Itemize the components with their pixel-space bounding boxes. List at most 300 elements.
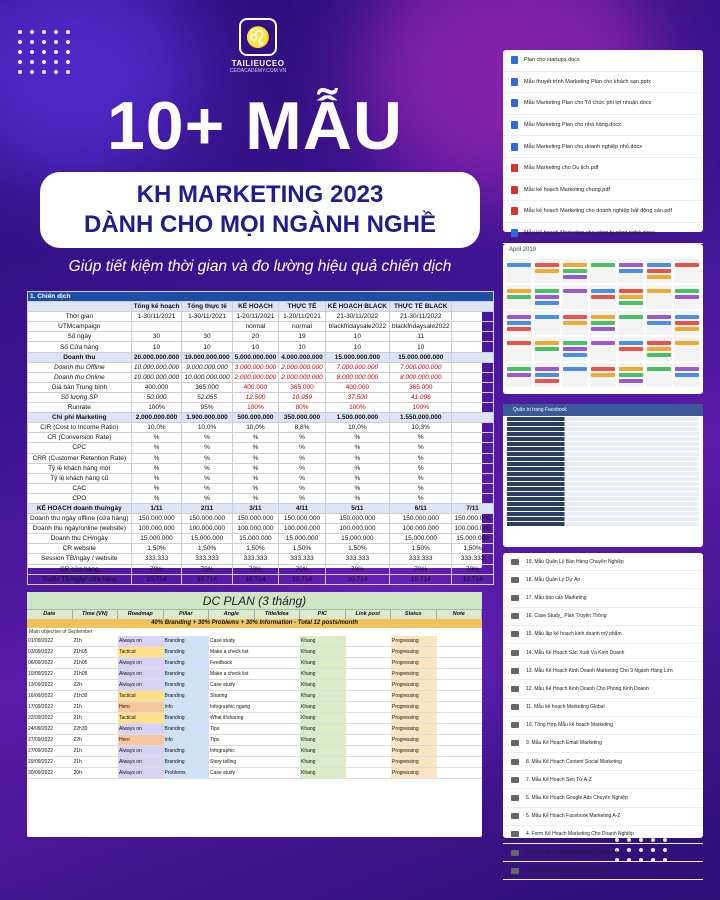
table-cell: % [279,483,326,493]
plan-column-header: Angle [209,610,255,619]
plan-cell: Hero [118,702,164,712]
calendar-event [563,315,587,319]
plan-cell: Khang [300,746,346,756]
table-cell: CR website [28,544,132,554]
plan-cell: Case study [210,682,236,688]
folder-icon [511,795,519,801]
plan-cell: Khang [300,669,346,679]
table-cell: 4/11 [279,503,326,513]
facebook-row [507,507,699,511]
table-cell: 400.000 [325,382,389,392]
file-item[interactable] [503,136,703,158]
folder-item[interactable] [503,753,703,771]
folder-item[interactable] [503,608,703,626]
plan-cell [346,724,392,734]
plan-cell: Khang [300,647,346,657]
table-cell: % [182,483,232,493]
folder-item[interactable] [503,699,703,717]
table-cell: % [131,473,182,483]
table-cell: 10 [325,332,389,342]
folder-name: 8. Mẫu Kế Hoạch Content Social Marketing [526,758,622,765]
file-name: Mẫu kế hoạch Marketing cho doanh nghiệp bất động sản.pdf [524,208,672,215]
plan-cell [346,691,392,701]
calendar-event [507,263,531,267]
calendar-event [591,373,615,377]
plan-row [27,647,482,658]
plan-cell [255,669,301,679]
folder-icon [511,831,519,837]
plan-cell: 22h [73,682,82,688]
calendar-event [647,315,671,319]
table-cell [452,493,493,503]
facebook-row [507,467,699,471]
folder-item[interactable] [503,589,703,607]
plan-cell [437,713,483,723]
plan-cell: Story telling [210,759,237,765]
plan-row [27,680,482,691]
plan-cell: Feedback [210,660,232,666]
plan-cell [437,669,483,679]
calendar-event [647,367,671,371]
plan-cell [255,757,301,767]
table-cell: KẾ HOẠCH doanh thu/ngày [28,503,132,513]
plan-cell: Sharing [210,693,228,699]
table-cell: % [182,493,232,503]
folder-item[interactable] [503,680,703,698]
plan-cell: Khang [300,680,346,690]
campaign-sheet [27,291,491,583]
table-cell: Số Cửa hàng [28,342,132,352]
calendar-event [563,321,587,325]
folder-item[interactable] [503,844,703,862]
plan-cell [437,702,483,712]
table-cell: % [390,453,452,463]
folder-icon [511,559,519,565]
table-cell: CPO [28,493,132,503]
table-cell: 2.000.000.000 [131,413,182,423]
table-cell: % [279,453,326,463]
facebook-row [507,427,699,431]
file-item[interactable] [503,180,703,202]
plan-cell: 10/09/2022 [28,671,54,677]
table-cell [452,413,493,423]
table-cell: 150.000.000 [452,514,493,524]
table-cell: 100% [131,403,182,413]
table-cell: 20 [232,332,279,342]
plan-cell [437,757,483,767]
facebook-row [507,497,699,501]
column-header: Tổng thực tế [182,302,232,312]
plan-cell: Branding [164,757,210,767]
table-cell: Doanh thu [28,352,132,362]
table-cell: 10.000.000.000 [131,372,182,382]
plan-cell: 01/09/2022 [28,638,54,644]
file-item[interactable] [503,115,703,137]
hero-tagline: Giúp tiết kiệm thời gian và đo lường hiệu quả chiến dịch [68,258,452,275]
folder-icon [511,868,519,874]
table-cell: 70% [131,564,182,574]
calendar-day [618,363,644,387]
table-cell: 100% [232,403,279,413]
folder-icon [511,813,519,819]
table-cell: 150.000.000 [390,514,452,524]
calendar-day [618,337,644,361]
plan-cell [437,735,483,745]
plan-cell: Always on [118,746,164,756]
calendar-event [563,275,587,279]
facebook-row [507,442,699,446]
plan-column-header: Note [437,610,483,619]
plan-cell: Khang [300,691,346,701]
table-cell: 10,3% [390,423,452,433]
table-cell: 400.000 [232,382,279,392]
file-item[interactable] [503,72,703,94]
folder-item[interactable] [503,771,703,789]
table-cell: Chi phí Marketing [28,413,132,423]
plan-cell: 21h [73,704,82,710]
folder-name: 2. Mẫu Kế Hoạch Marketing Đa Kênh [526,867,609,874]
table-cell: 3/11 [232,503,279,513]
table-row [28,443,494,453]
calendar-day [506,363,532,387]
table-cell [452,322,493,332]
table-cell: CAC [28,483,132,493]
word-file-icon [511,229,518,237]
calendar-event [591,263,615,267]
table-cell: 1,50% [232,544,279,554]
table-cell: 1-30/11/2021 [182,312,232,322]
folder-icon [511,777,519,783]
decor-dots [18,30,72,74]
facebook-row [507,477,699,481]
table-cell: % [182,453,232,463]
table-cell: 10.714 [182,574,232,584]
folder-item[interactable] [503,644,703,662]
folder-item[interactable] [503,662,703,680]
file-list-card [503,50,703,237]
folder-list-card [503,553,703,874]
plan-row [27,757,482,768]
folder-item[interactable] [503,826,703,844]
table-cell: % [325,433,389,443]
table-cell: 1.500.000.000 [325,413,389,423]
table-row [28,453,494,463]
table-row [28,514,494,524]
file-name: Mẫu kế hoạch Marketing cho công ty công nghệ.docx [524,230,655,237]
calendar-day [506,311,532,335]
table-cell: 2.000.000.000 [232,372,279,382]
calendar-event [647,269,671,273]
calendar-event [647,263,671,267]
table-cell [452,312,493,322]
calendar-day [618,311,644,335]
table-cell: Tỷ lệ khách hàng mới [28,463,132,473]
plan-cell: Progressing [391,680,437,690]
table-cell: % [390,443,452,453]
plan-cell: Always on [118,680,164,690]
plan-cell: Branding [164,647,210,657]
folder-item[interactable] [503,571,703,589]
table-cell: % [131,453,182,463]
calendar-day [562,311,588,335]
calendar-event [563,353,587,357]
folder-name: 4. Form Kế Hoạch Marketing Cho Doanh Nghiệp [526,831,634,838]
table-cell: 150.000.000 [279,514,326,524]
calendar-day [562,337,588,361]
folder-name: 3. Mẫu Lập Kế Hoạch Marketing Theo Năm [526,849,623,856]
table-row [28,352,494,362]
plan-column-header: Title/Idea [255,610,301,619]
table-cell: 10,0% [131,423,182,433]
folder-item[interactable] [503,553,703,571]
calendar-day [590,285,616,309]
plan-cell: Make a check list [210,649,249,655]
folder-name: 9. Mẫu Kế Hoạch Email Marketing [526,740,602,747]
file-item[interactable] [503,158,703,180]
table-cell: % [390,473,452,483]
table-cell: % [131,493,182,503]
table-row [28,564,494,574]
plan-column-header: Link post [346,610,392,619]
plan-cell: Tips [210,726,220,732]
calendar-event [647,321,671,325]
calendar-event [675,263,699,267]
folder-icon [511,759,519,765]
table-row [28,433,494,443]
folder-item[interactable] [503,735,703,753]
plan-cell: Always on [118,757,164,767]
table-row [28,544,494,554]
table-cell: 15.000.000 [182,534,232,544]
calendar-event [619,289,643,293]
calendar-day [534,337,560,361]
calendar-event [675,289,699,293]
header-row [28,302,494,312]
table-cell [452,463,493,473]
file-item[interactable] [503,93,703,115]
facebook-row [507,447,699,451]
facebook-row [507,462,699,466]
plan-cell: 24/09/2022 [28,726,54,732]
calendar-event [619,367,643,371]
table-cell: 10.714 [279,574,326,584]
plan-cell: 21h05 [73,649,88,655]
plan-cell [346,757,392,767]
facebook-row [507,522,699,526]
table-cell: 333.333 [325,554,389,564]
plan-cell: What if/sharing [210,715,244,721]
plan-columns [27,610,482,619]
plan-cell: Case study [210,638,236,644]
plan-cell: Khang [300,735,346,745]
table-row [28,554,494,564]
table-cell: 21-30/11/2022 [390,312,452,322]
table-cell: Traffic TB/ngày/ cửa hàng [28,574,132,584]
table-cell: 70% [452,564,493,574]
plan-row [27,702,482,713]
table-cell: % [232,443,279,453]
table-cell: Doanh thu CH/ngày [28,534,132,544]
calendar-event [535,315,559,319]
file-item[interactable] [503,201,703,223]
folder-name: 13. Mẫu Kế Hoạch Kinh Doanh Marketing Cho 9 Ngành Hàng Lớn [526,667,673,674]
plan-cell [255,702,301,712]
folder-icon [511,722,519,728]
facebook-row [507,457,699,461]
folder-item[interactable] [503,717,703,735]
facebook-row [507,517,699,521]
calendar-day [674,363,700,387]
table-cell [452,453,493,463]
calendar-day [674,337,700,361]
plan-column-header: Status [391,610,437,619]
table-cell: 333.333 [279,554,326,564]
plan-cell [346,658,392,668]
folder-item[interactable] [503,789,703,807]
table-cell [452,392,493,402]
table-cell: % [232,453,279,463]
calendar-day [534,285,560,309]
calendar-day [646,337,672,361]
plan-cell: Branding [164,669,210,679]
column-header [28,302,132,312]
table-cell: % [325,443,389,453]
table-cell: 5.000.000.000 [232,352,279,362]
table-cell [452,443,493,453]
table-cell: 80% [279,403,326,413]
facebook-row [507,472,699,476]
calendar-event [619,315,643,319]
table-cell: 400.000 [131,382,182,392]
plan-cell: Branding [164,680,210,690]
plan-cell [255,691,301,701]
calendar-event [619,379,643,383]
plan-cell: Branding [164,658,210,668]
calendar-event [619,263,643,267]
plan-cell: 16/09/2022 [28,693,54,699]
table-row [28,382,494,392]
table-cell: 95% [182,403,232,413]
plan-cell [346,669,392,679]
table-cell: Tỷ lệ khách hàng cũ [28,473,132,483]
calendar-event [619,269,643,273]
table-cell: 10.714 [131,574,182,584]
table-cell: 10,0% [232,423,279,433]
folder-icon [511,704,519,710]
table-cell: % [279,473,326,483]
table-row [28,392,494,402]
plan-cell: Progressing [391,647,437,657]
calendar-day [618,285,644,309]
plan-cell [255,746,301,756]
folder-name: 17. Mẫu báo cáo Marketing [526,594,587,601]
table-row [28,463,494,473]
file-item[interactable] [503,223,703,245]
calendar-day [562,259,588,283]
calendar-event [507,373,531,377]
plan-cell [346,768,392,778]
column-header: THỰC TẾ [279,302,326,312]
table-cell: % [182,443,232,453]
plan-cell: 30/09/2022 [28,770,54,776]
table-cell: Thời gian [28,312,132,322]
table-cell: % [232,463,279,473]
calendar-event [675,373,699,377]
plan-cell: Case study [210,770,236,776]
table-cell: 1/11 [131,503,182,513]
file-name: Mẫu thuyết trình Marketing Plan cho khách sạn.pptx [524,78,651,85]
table-cell: 20.000.000.000 [131,352,182,362]
calendar-event [647,341,671,345]
plan-cell: 27/09/2022 [28,748,54,754]
calendar-month: April 2019 [509,247,537,253]
folder-item[interactable] [503,808,703,826]
folder-name: 15. Mẫu lập kế hoạch kinh doanh mỹ phẩm [526,631,622,638]
plan-cell: Khang [300,658,346,668]
file-name: Plan cho startups.docx [524,57,580,64]
plan-cell [346,702,392,712]
plan-cell [346,636,392,646]
table-cell: % [232,473,279,483]
calendar-event [591,321,615,325]
facebook-row [507,487,699,491]
table-cell: % [325,463,389,473]
folder-name: 19. Mẫu Quản Lý Bán Hàng Chuyên Nghiệp [526,558,624,565]
calendar-event [535,289,559,293]
plan-cell: 21h [73,748,82,754]
plan-cell: Branding [164,691,210,701]
table-cell: 100.000.000 [325,524,389,534]
calendar-event [591,315,615,319]
table-cell: % [232,483,279,493]
folder-item[interactable] [503,862,703,880]
plan-cell: Hero [118,735,164,745]
table-row [28,483,494,493]
table-cell: 6/11 [390,503,452,513]
plan-cell: 21h [73,638,82,644]
calendar-event [507,295,531,299]
table-cell: 10.714 [452,574,493,584]
plan-row [27,713,482,724]
table-row [28,413,494,423]
table-cell [452,403,493,413]
table-cell: 15.000.000 [325,534,389,544]
file-item[interactable] [503,50,703,72]
file-name: Mẫu Marketing Plan cho doanh nghiệp nhỏ.docx [524,143,643,150]
calendar-day [590,337,616,361]
table-cell: 2/11 [182,503,232,513]
table-cell: 100% [325,403,389,413]
table-cell: UTMcampaign [28,322,132,332]
table-cell: % [131,463,182,473]
table-cell: % [390,493,452,503]
table-cell: 1-20/11/2021 [232,312,279,322]
calendar-event [591,289,615,293]
folder-item[interactable] [503,626,703,644]
campaign-table [27,291,494,585]
plan-cell: Always on [118,658,164,668]
plan-cell: 22/09/2022 [28,715,54,721]
calendar-event [535,379,559,383]
calendar-event [619,295,643,299]
calendar-event [619,301,643,305]
table-cell: 15.000.000.000 [390,352,452,362]
table-cell: 10.714 [232,574,279,584]
plan-cell: Khang [300,713,346,723]
calendar-day [646,311,672,335]
calendar-event [563,367,587,371]
table-cell: 10 [390,342,452,352]
